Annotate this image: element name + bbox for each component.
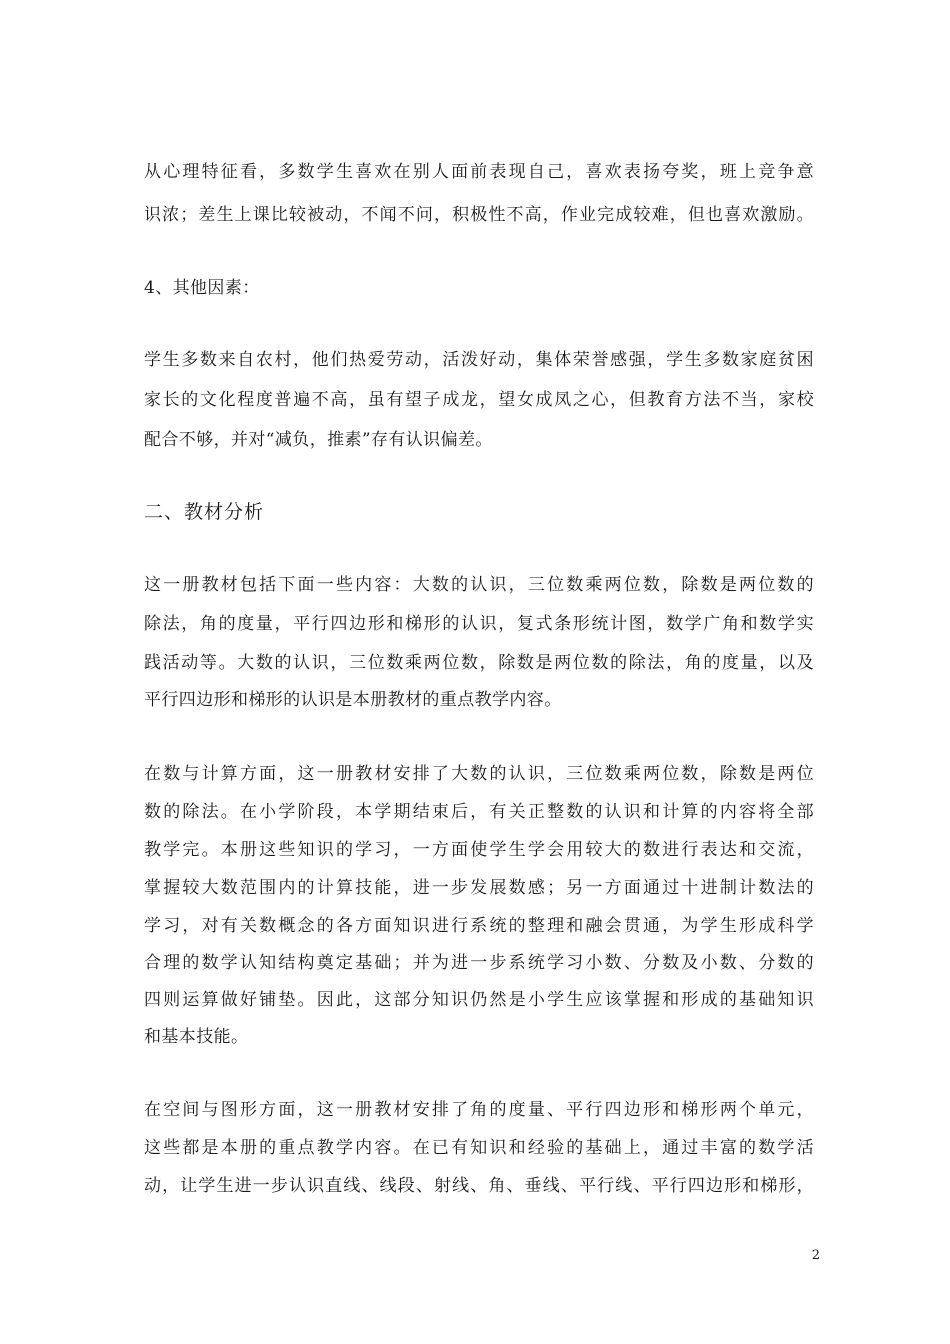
paragraph-line: 从心理特征看，多数学生喜欢在别人面前表现自己，喜欢表扬夸奖，班上竞争意 [144, 162, 814, 182]
paragraph-line: 践活动等。大数的认识，三位数乘两位数，除数是两位数的除法，角的度量，以及 [144, 653, 814, 673]
paragraph-line: 除法，角的度量，平行四边形和梯形的认识，复式条形统计图，数学广角和数学实 [144, 614, 814, 634]
section-heading: 二、教材分析 [144, 501, 265, 523]
paragraph-line: 四则运算做好铺垫。因此，这部分知识仍然是小学生应该掌握和形成的基础知识 [144, 990, 814, 1010]
paragraph-line: 在数与计算方面，这一册教材安排了大数的认识，三位数乘两位数，除数是两位 [144, 764, 814, 784]
paragraph-line: 合理的数学认知结构奠定基础；并为进一步系统学习小数、分数及小数、分数的 [144, 953, 814, 973]
paragraph-line: 家长的文化程度普遍不高，虽有望子成龙，望女成凤之心，但教育方法不当，家校 [144, 390, 814, 410]
paragraph-line: 识浓；差生上课比较被动，不闻不问，积极性不高，作业完成较难，但也喜欢激励。 [144, 205, 814, 225]
paragraph-line: 动，让学生进一步认识直线、线段、射线、角、垂线、平行线、平行四边形和梯形， [144, 1176, 814, 1196]
paragraph-line: 在空间与图形方面，这一册教材安排了角的度量、平行四边形和梯形两个单元， [144, 1100, 814, 1120]
paragraph-line: 和基本技能。 [144, 1027, 249, 1047]
paragraph-line: 教学完。本册这些知识的学习，一方面使学生学会用较大的数进行表达和交流， [144, 840, 814, 860]
paragraph-line: 数的除法。在小学阶段，本学期结束后，有关正整数的认识和计算的内容将全部 [144, 802, 814, 822]
paragraph-line: 掌握较大数范围内的计算技能，进一步发展数感；另一方面通过十进制计数法的 [144, 878, 814, 898]
paragraph-line: 这一册教材包括下面一些内容：大数的认识，三位数乘两位数，除数是两位数的 [144, 575, 814, 595]
paragraph-line: 配合不够，并对“减负，推素”存有认识偏差。 [144, 430, 493, 450]
paragraph-line: 平行四边形和梯形的认识是本册教材的重点教学内容。 [144, 690, 562, 710]
paragraph-line: 这些都是本册的重点教学内容。在已有知识和经验的基础上，通过丰富的数学活 [144, 1138, 814, 1158]
page-number: 2 [811, 1248, 820, 1263]
paragraph-line: 学生多数来自农村，他们热爱劳动，活泼好动，集体荣誉感强，学生多数家庭贫困 [144, 350, 814, 370]
section-subheading: 4、其他因素： [144, 278, 260, 298]
paragraph-line: 学习，对有关数概念的各方面知识进行系统的整理和融会贯通，为学生形成科学 [144, 916, 814, 936]
